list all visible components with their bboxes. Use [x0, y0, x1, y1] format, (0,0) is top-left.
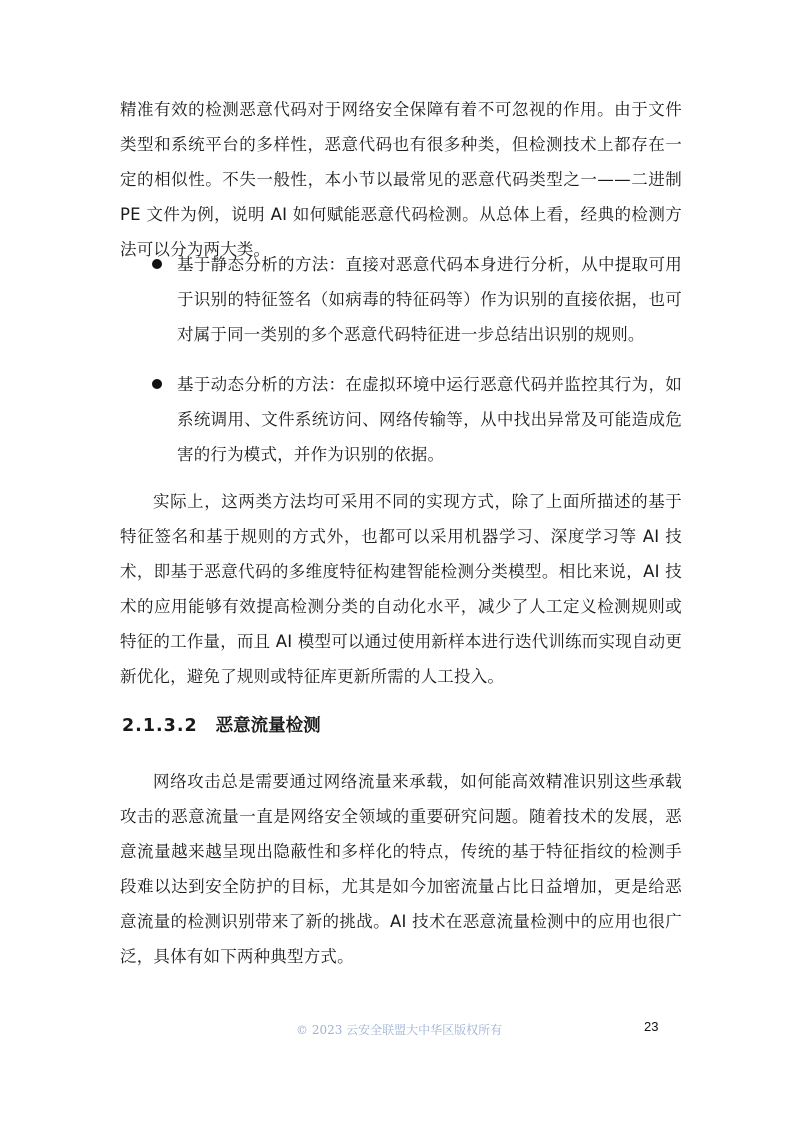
- intro-paragraph: 精准有效的检测恶意代码对于网络安全保障有着不可忽视的作用。由于文件类型和系统平台的多样性，恶意代码也有很多种类，但检测技术上都存在一定的相似性。不失一般性，本小节以最常见的恶意代码类型之一——二进制 PE 文件为例，说明 AI 如何赋能恶意代码检测。从总体上看，经典的检测方法可以分为两大类。: [120, 100, 682, 259]
- copyright-notice: © 2023 云安全联盟大中华区版权所有: [296, 1023, 503, 1037]
- bullet-dot-icon: [152, 379, 162, 389]
- page-footer: [0, 1017, 793, 1041]
- bullet-text: 基于动态分析的方法：在虚拟环境中运行恶意代码并监控其行为，如系统调用、文件系统访问、网络传输等，从中找出异常及可能造成危害的行为模式，并作为识别的依据。: [177, 375, 682, 464]
- page-number: 23: [644, 1019, 659, 1034]
- section-heading: [122, 709, 321, 743]
- practice-paragraph: 实际上，这两类方法均可采用不同的实现方式，除了上面所描述的基于特征签名和基于规则的方式外，也都可以采用机器学习、深度学习等 AI 技术，即基于恶意代码的多维度特征构建智能检测分类模型。相比来说，AI 技术的应用能够有效提高检测分类的自动化水平，减少了人工定义检测规则或特征的工作量，而且 AI 模型可以通过使用新样本进行迭代训练而实现自动更新优化，避免了规则或特征库更新所需的人工投入。: [120, 492, 682, 686]
- bullet-text: 基于静态分析的方法：直接对恶意代码本身进行分析，从中提取可用于识别的特征签名（如病毒的特征码等）作为识别的直接依据，也可对属于同一类别的多个恶意代码特征进一步总结出识别的规则。: [177, 255, 682, 344]
- traffic-paragraph: 网络攻击总是需要通过网络流量来承载，如何能高效精准识别这些承载攻击的恶意流量一直是网络安全领域的重要研究问题。随着技术的发展，恶意流量越来越呈现出隐蔽性和多样化的特点，传统的基于特征指纹的检测手段难以达到安全防护的目标，尤其是如今加密流量占比日益增加，更是给恶意流量的检测识别带来了新的挑战。AI 技术在恶意流量检测中的应用也很广泛，具体有如下两种典型方式。: [120, 772, 682, 966]
- section-title: 恶意流量检测: [215, 716, 321, 736]
- section-number: 2.1.3.2: [122, 716, 198, 736]
- bullet-dot-icon: [152, 259, 162, 269]
